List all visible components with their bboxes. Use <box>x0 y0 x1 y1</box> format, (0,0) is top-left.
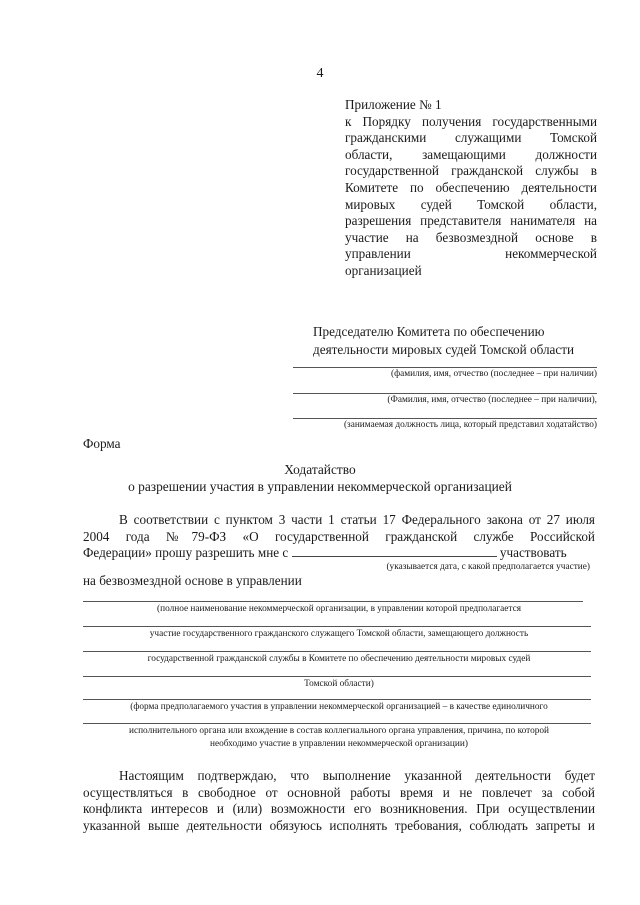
org-caption: государственной гражданской службы в Комитете по обеспечению деятельности мировых судей <box>147 654 531 664</box>
fio-caption: (фамилия, имя, отчество (последнее – при наличии) <box>391 369 597 379</box>
date-caption: (указывается дата, с какой предполагается участие) <box>386 562 590 572</box>
org-caption: Томской области) <box>304 679 374 689</box>
main-paragraph <box>83 512 595 545</box>
org-fill-line[interactable] <box>83 676 591 677</box>
appendix-line: гражданскими служащими Томской <box>345 130 597 146</box>
appendix-title: Приложение № 1 <box>345 97 442 112</box>
paragraph-line: осуществляться в свободное от основной работы время и не повлечет за собой <box>83 784 595 800</box>
appendix-line: государственной гражданской службы в <box>345 163 597 179</box>
org-fill-line[interactable] <box>83 626 591 627</box>
paragraph-line: 2004 года №79-ФЗ «О государственной гражданской службе Российской <box>83 528 595 544</box>
appendix-line: организацией <box>345 262 422 278</box>
appendix-line: участие на безвозмездной основе в <box>345 229 597 245</box>
org-caption: (полное наименование некоммерческой организации, в управлении которой предполагается <box>157 604 521 614</box>
org-caption: участие государственного гражданского служащего Томской области, замещающего должность <box>149 629 529 639</box>
petition-subtitle: о разрешении участия в управлении некоммерческой организацией <box>128 479 512 494</box>
paragraph-line: Настоящим подтверждаю, что выполнение указанной деятельности будет <box>119 768 595 783</box>
participation-fill-line[interactable] <box>83 723 591 724</box>
paragraph-line: на безвозмездной основе в управлении <box>83 573 302 588</box>
petition-title: Ходатайство <box>284 462 356 477</box>
org-fill-line[interactable] <box>83 651 591 652</box>
addressee-line: деятельности мировых судей Томской области <box>313 342 575 357</box>
addressee-block <box>313 323 603 359</box>
participation-caption: необходимо участие в управлении некоммерческой организации) <box>210 739 468 749</box>
paragraph-line-end: участвовать <box>499 545 567 560</box>
participation-caption: исполнительного органа или вхождение в состав коллегиального органа управления, причина, по которой <box>128 726 550 736</box>
participation-fill-line[interactable] <box>83 699 591 700</box>
appendix-line: к Порядку получения государственными <box>345 113 597 129</box>
addressee-line: Председателю Комитета по обеспечению <box>313 324 545 339</box>
confirm-paragraph <box>83 768 595 834</box>
paragraph-line: конфликта интересов и (или) возможности его возникновения. При осуществлении <box>83 801 595 817</box>
form-label: Форма <box>83 436 121 451</box>
date-fill-blank[interactable] <box>292 545 497 557</box>
paragraph-line: В соответствии с пунктом 3 части 1 статьи 17 Федерального закона от 27 июля <box>119 512 595 527</box>
paragraph-line-start: Федерации» прошу разрешить мне с <box>83 545 289 560</box>
paragraph-line: указанной выше деятельности обязуюсь исполнять требования, соблюдать запреты и <box>83 817 595 833</box>
position-fill-line[interactable] <box>293 418 597 419</box>
appendix-line: области, замещающими должности <box>345 146 597 162</box>
page-number: 4 <box>316 66 324 81</box>
position-caption: (занимаемая должность лица, который представил ходатайство) <box>343 420 597 430</box>
fio-caption-2: (Фамилия, имя, отчество (последнее – при наличии), <box>387 395 597 405</box>
paragraph-line <box>83 545 567 561</box>
participation-caption: (форма предполагаемого участия в управлении некоммерческой организацией – в качестве единоличного <box>130 702 548 712</box>
appendix-line: Комитете по обеспечению деятельности <box>345 179 597 195</box>
fio-fill-line-2[interactable] <box>293 393 597 394</box>
appendix-line: разрешения представителя нанимателя на <box>345 213 597 229</box>
appendix-block <box>345 97 597 280</box>
appendix-line: мировых судей Томской области, <box>345 196 597 212</box>
petition-title-block <box>0 461 640 495</box>
fio-fill-line[interactable] <box>293 367 597 368</box>
org-fill-line[interactable] <box>83 601 583 602</box>
appendix-line: управлении некоммерческой <box>345 246 597 262</box>
